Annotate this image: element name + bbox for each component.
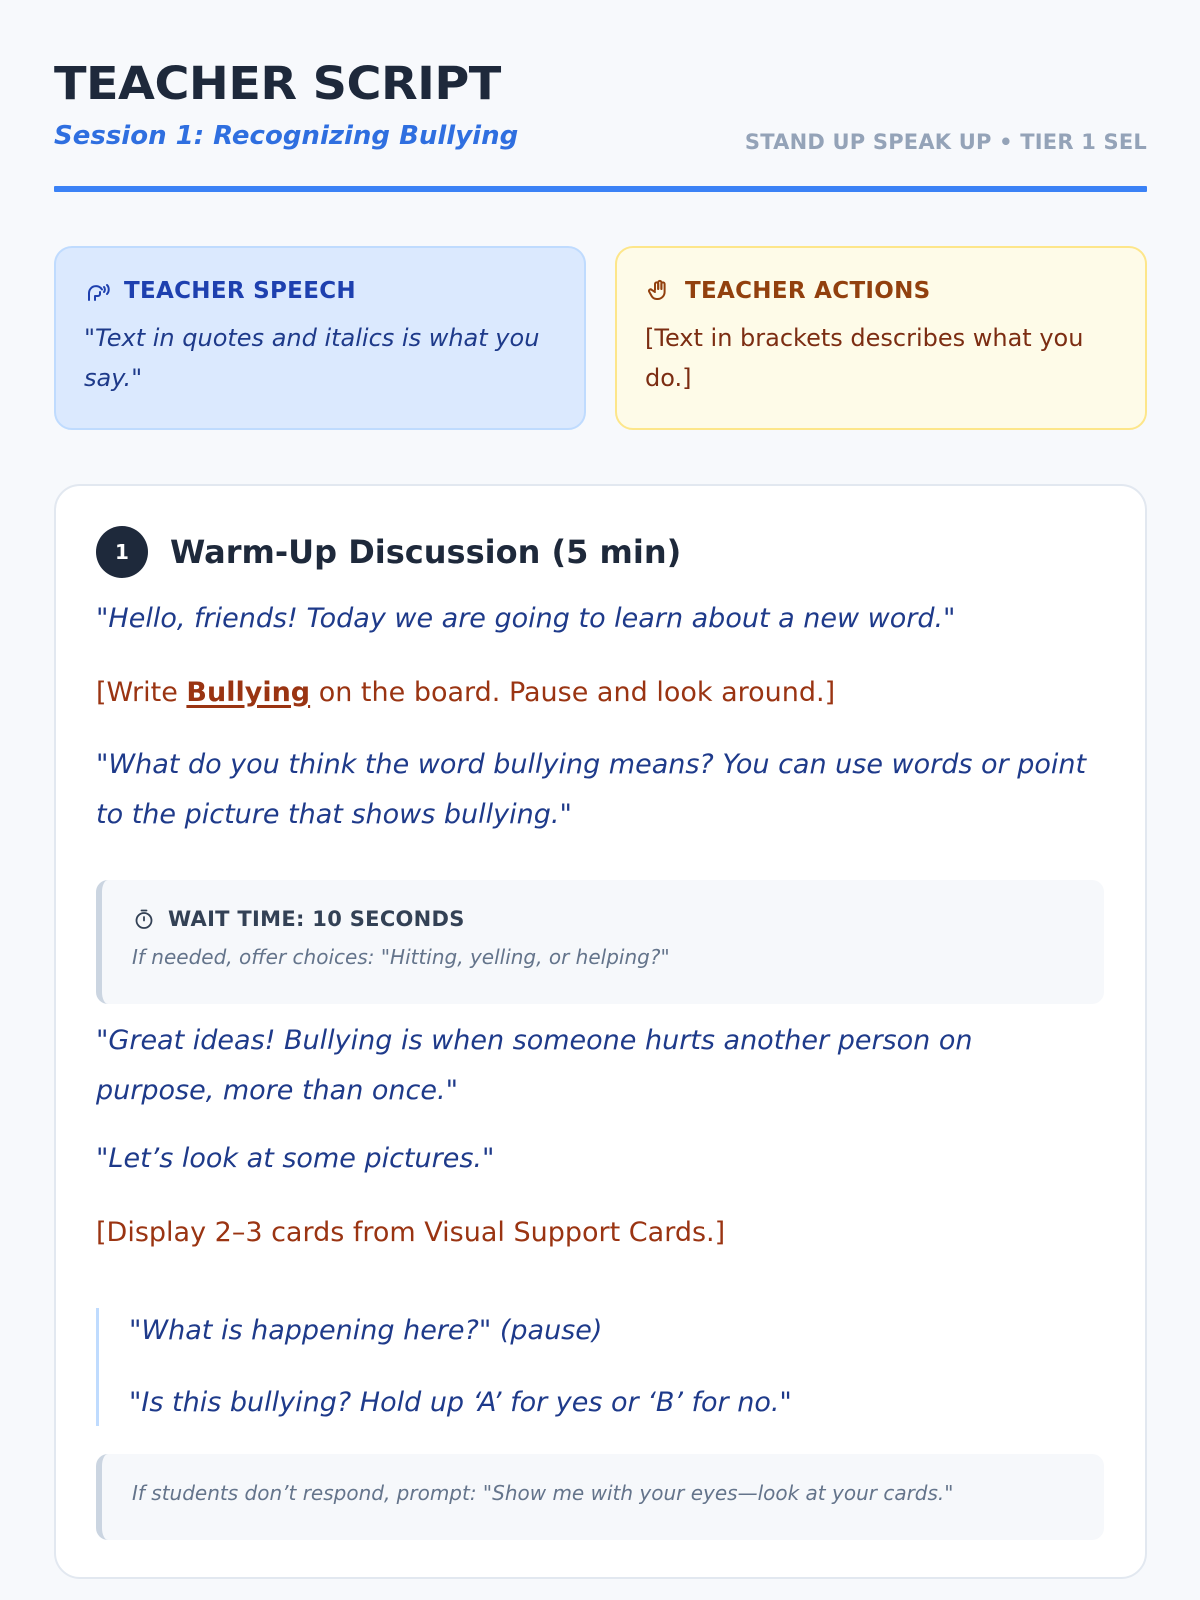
legend-action-label: TEACHER ACTIONS	[685, 278, 931, 304]
legend-speech-label: TEACHER SPEECH	[124, 278, 356, 304]
legend-teacher-speech	[54, 246, 586, 430]
legend-teacher-actions	[615, 246, 1147, 430]
question-what-happening: "What is happening here?" (pause)	[129, 1315, 603, 1346]
program-brand: STAND UP SPEAK UP • TIER 1 SEL	[744, 130, 1147, 154]
keyword-bullying: Bullying	[186, 677, 311, 708]
section-heading	[96, 526, 681, 578]
legend-speech-text: "Text in quotes and italics is what you say."	[84, 324, 540, 392]
section-title: Warm-Up Discussion (5 min)	[170, 533, 682, 571]
stopwatch-icon	[132, 907, 156, 931]
action-line-display-cards: [Display 2–3 cards from Visual Support Cards.]	[96, 1217, 726, 1248]
hand-icon	[645, 277, 673, 305]
teacher-script-page	[54, 0, 1147, 1505]
wait-time-note	[96, 880, 1104, 1004]
speech-line-pictures: "Let’s look at some pictures."	[96, 1143, 495, 1174]
page-title: TEACHER SCRIPT	[54, 57, 501, 110]
prompt-note	[96, 1454, 1104, 1540]
speech-line-greeting: "Hello, friends! Today we are going to learn about a new word."	[96, 603, 956, 634]
action-line-write-word: [Write Bullying on the board. Pause and look around.]	[96, 677, 836, 708]
question-block	[96, 1308, 1096, 1426]
legend	[54, 246, 1147, 430]
speech-line-definition: "Great ideas! Bullying is when someone hurts another person on purpose, more than once."	[96, 1025, 973, 1106]
wait-time-label: WAIT TIME: 10 SECONDS	[168, 907, 465, 931]
session-subtitle: Session 1: Recognizing Bullying	[54, 121, 519, 151]
warm-up-section-card	[54, 484, 1147, 1579]
header	[54, 0, 1147, 194]
question-is-bullying: "Is this bullying? Hold up ‘A’ for yes or ‘B’ for no."	[129, 1387, 792, 1418]
wait-time-text: If needed, offer choices: "Hitting, yelling, or helping?"	[132, 945, 670, 969]
header-divider	[54, 186, 1147, 192]
speaking-head-icon	[84, 277, 112, 305]
step-number-badge: 1	[96, 526, 148, 578]
speech-line-question: "What do you think the word bullying means? You can use words or point to the picture that shows bullying."	[96, 749, 1087, 830]
legend-action-text: [Text in brackets describes what you do.]	[645, 324, 1084, 392]
prompt-text: If students don’t respond, prompt: "Show me with your eyes—look at your cards."	[132, 1481, 954, 1505]
